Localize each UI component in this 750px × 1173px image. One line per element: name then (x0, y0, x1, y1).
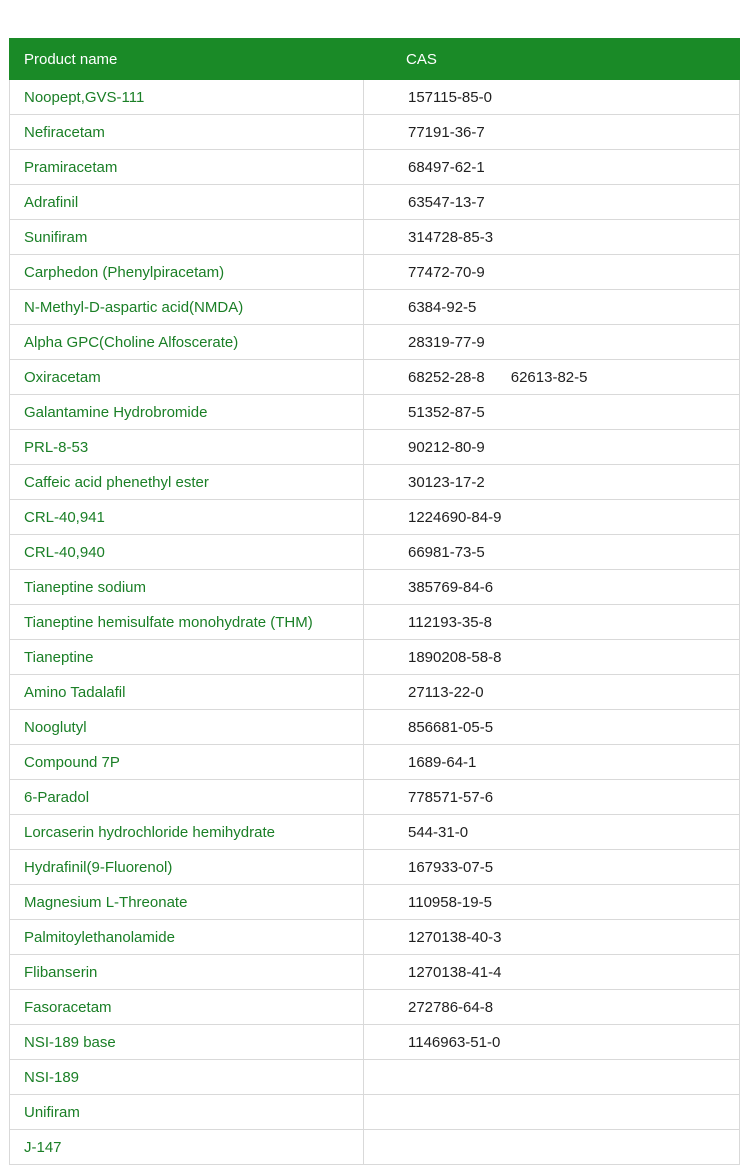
product-name-cell: Nooglutyl (10, 710, 364, 745)
cas-number: 51352-87-5 (408, 403, 485, 421)
cas-number: 856681-05-5 (408, 718, 494, 736)
cas-number: 1224690-84-9 (408, 508, 502, 526)
cas-number-cell (364, 360, 740, 395)
cas-number-cell (364, 850, 740, 885)
table-row (10, 290, 740, 325)
product-name-cell: Pramiracetam (10, 150, 364, 185)
product-name-cell: Amino Tadalafil (10, 675, 364, 710)
table-row (10, 430, 740, 465)
table-row (10, 395, 740, 430)
table-row (10, 80, 740, 115)
table-row (10, 570, 740, 605)
cas-number-cell (364, 605, 740, 640)
cas-number-cell (364, 395, 740, 430)
header-row (10, 39, 740, 80)
cas-number-cell (364, 1025, 740, 1060)
cas-number-cell (364, 220, 740, 255)
cas-number: 112193-35-8 (408, 613, 492, 631)
cas-number-cell (364, 325, 740, 360)
cas-number-alt: 62613-82-5 (510, 368, 588, 386)
table-row (10, 500, 740, 535)
cas-number-cell (364, 1130, 740, 1165)
table-row (10, 920, 740, 955)
cas-number: 68497-62-1 (408, 158, 485, 176)
cas-number-cell (364, 115, 740, 150)
table-row (10, 1025, 740, 1060)
cas-number-cell (364, 920, 740, 955)
cas-number: 63547-13-7 (408, 193, 485, 211)
product-name-cell: Adrafinil (10, 185, 364, 220)
table-row (10, 150, 740, 185)
table-row (10, 1095, 740, 1130)
cas-number-cell (364, 290, 740, 325)
cas-number-cell (364, 710, 740, 745)
product-name-cell: Caffeic acid phenethyl ester (10, 465, 364, 500)
cas-number: 6384-92-5 (408, 298, 477, 316)
product-name-cell: Tianeptine hemisulfate monohydrate (THM) (10, 605, 364, 640)
cas-number: 68252-28-8 (408, 368, 485, 386)
cas-number: 1270138-41-4 (408, 963, 502, 981)
cas-number-cell (364, 885, 740, 920)
product-name-cell: Palmitoylethanolamide (10, 920, 364, 955)
table-row (10, 1060, 740, 1095)
product-name-cell: Galantamine Hydrobromide (10, 395, 364, 430)
cas-number: 1890208-58-8 (408, 648, 502, 666)
product-name-cell: Sunifiram (10, 220, 364, 255)
product-cas-table (9, 38, 740, 1165)
table-row (10, 745, 740, 780)
cas-number: 157115-85-0 (408, 88, 492, 106)
table-row (10, 465, 740, 500)
cas-number: 1270138-40-3 (408, 928, 502, 946)
table-row (10, 535, 740, 570)
cas-number: 272786-64-8 (408, 998, 494, 1016)
cas-number-cell (364, 1060, 740, 1095)
cas-number-cell (364, 675, 740, 710)
cas-number: 167933-07-5 (408, 858, 494, 876)
cas-number: 110958-19-5 (408, 893, 492, 911)
product-name-cell: Compound 7P (10, 745, 364, 780)
cas-number-cell (364, 990, 740, 1025)
product-name-cell: Nefiracetam (10, 115, 364, 150)
cas-number: 77472-70-9 (408, 263, 485, 281)
cas-number-cell (364, 745, 740, 780)
table-row (10, 710, 740, 745)
product-name-cell: Carphedon (Phenylpiracetam) (10, 255, 364, 290)
table-row (10, 605, 740, 640)
product-name-cell: Noopept,GVS-111 (10, 80, 364, 115)
cas-number: 30123-17-2 (408, 473, 485, 491)
cas-number-cell (364, 815, 740, 850)
cas-number: 1689-64-1 (408, 753, 477, 771)
cas-number: 28319-77-9 (408, 333, 485, 351)
cas-number-cell (364, 150, 740, 185)
table-row (10, 255, 740, 290)
cas-number-cell (364, 430, 740, 465)
cas-number-cell (364, 535, 740, 570)
table-row (10, 850, 740, 885)
product-name-cell: Oxiracetam (10, 360, 364, 395)
product-name-cell: NSI-189 base (10, 1025, 364, 1060)
cas-number-cell (364, 570, 740, 605)
table-row (10, 675, 740, 710)
cas-number-cell (364, 500, 740, 535)
cas-number: 1146963-51-0 (408, 1033, 501, 1051)
table-row (10, 885, 740, 920)
product-name-cell: Lorcaserin hydrochloride hemihydrate (10, 815, 364, 850)
product-name-cell: CRL-40,941 (10, 500, 364, 535)
cas-number: 314728-85-3 (408, 228, 494, 246)
product-name-cell: Magnesium L-Threonate (10, 885, 364, 920)
cas-number-cell (364, 465, 740, 500)
product-name-cell: Tianeptine sodium (10, 570, 364, 605)
cas-number: 385769-84-6 (408, 578, 494, 596)
product-name-cell: Fasoracetam (10, 990, 364, 1025)
table-row (10, 640, 740, 675)
cas-number-cell (364, 255, 740, 290)
cas-number-cell (364, 80, 740, 115)
product-name-cell: NSI-189 (10, 1060, 364, 1095)
product-name-cell: Alpha GPC(Choline Alfoscerate) (10, 325, 364, 360)
table-row (10, 115, 740, 150)
table-body (10, 80, 740, 1165)
cas-number-cell (364, 1095, 740, 1130)
cas-number-cell (364, 955, 740, 990)
cas-number: 778571-57-6 (408, 788, 494, 806)
table-header (10, 39, 740, 80)
table-row (10, 360, 740, 395)
table-row (10, 185, 740, 220)
cas-number-cell (364, 185, 740, 220)
cas-number: 77191-36-7 (408, 123, 485, 141)
product-name-cell: Hydrafinil(9-Fluorenol) (10, 850, 364, 885)
product-name-cell: N-Methyl-D-aspartic acid(NMDA) (10, 290, 364, 325)
product-name-cell: 6-Paradol (10, 780, 364, 815)
table-row (10, 990, 740, 1025)
product-name-cell: J-147 (10, 1130, 364, 1165)
product-name-cell: CRL-40,940 (10, 535, 364, 570)
table-row (10, 815, 740, 850)
table-row (10, 325, 740, 360)
cas-number: 544-31-0 (408, 823, 469, 841)
table-row (10, 220, 740, 255)
cas-header: CAS (364, 39, 740, 80)
product-name-cell: PRL-8-53 (10, 430, 364, 465)
table-row (10, 1130, 740, 1165)
product-name-cell: Tianeptine (10, 640, 364, 675)
cas-number-cell (364, 640, 740, 675)
product-name-cell: Unifiram (10, 1095, 364, 1130)
table-row (10, 955, 740, 990)
product-name-cell: Flibanserin (10, 955, 364, 990)
table-row (10, 780, 740, 815)
product-name-header: Product name (10, 39, 364, 80)
cas-number: 27113-22-0 (408, 683, 484, 701)
cas-number: 90212-80-9 (408, 438, 485, 456)
cas-number: 66981-73-5 (408, 543, 485, 561)
cas-number-cell (364, 780, 740, 815)
